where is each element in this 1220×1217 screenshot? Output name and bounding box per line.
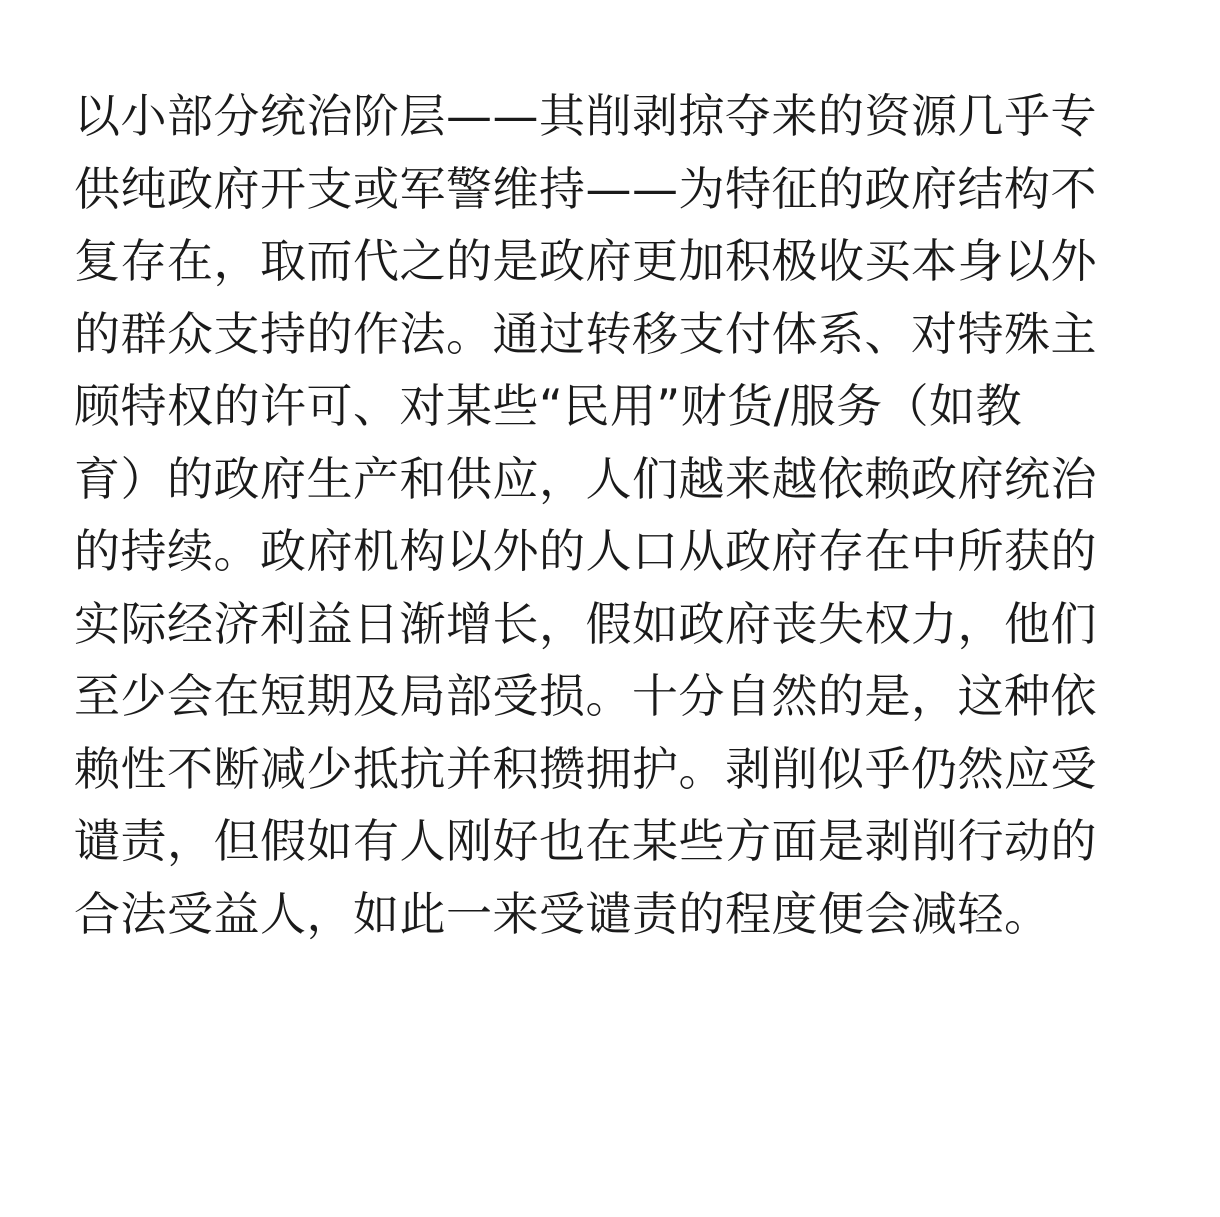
text-line: 供纯政府开支或军警维持——为特征的政府结构不 bbox=[74, 161, 1097, 216]
text-line: 实际经济利益日渐增长，假如政府丧失权力，他们 bbox=[74, 596, 1097, 651]
text-line: 的持续。政府机构以外的人口从政府存在中所获的 bbox=[74, 524, 1097, 578]
text-line: 复存在，取而代之的是政府更加积极收买本身以外 bbox=[74, 234, 1097, 288]
text-line: 合法受益人，如此一来受谴责的程度便会减轻。 bbox=[74, 886, 1051, 941]
text-line: 以小部分统治阶层——其削剥掠夺来的资源几乎专 bbox=[74, 89, 1097, 143]
text-line: 顾特权的许可、对某些“民用”财货/服务（如教 bbox=[74, 379, 1023, 433]
text-line: 至少会在短期及局部受损。十分自然的是，这种依 bbox=[74, 669, 1097, 723]
text-line: 育）的政府生产和供应，人们越来越依赖政府统治 bbox=[74, 451, 1097, 506]
text-line: 的群众支持的作法。通过转移支付体系、对特殊主 bbox=[74, 306, 1097, 361]
text-line: 赖性不断减少抵抗并积攒拥护。剥削似乎仍然应受 bbox=[74, 741, 1097, 796]
text-line: 谴责，但假如有人刚好也在某些方面是剥削行动的 bbox=[74, 814, 1097, 868]
document-page bbox=[74, 80, 1154, 950]
